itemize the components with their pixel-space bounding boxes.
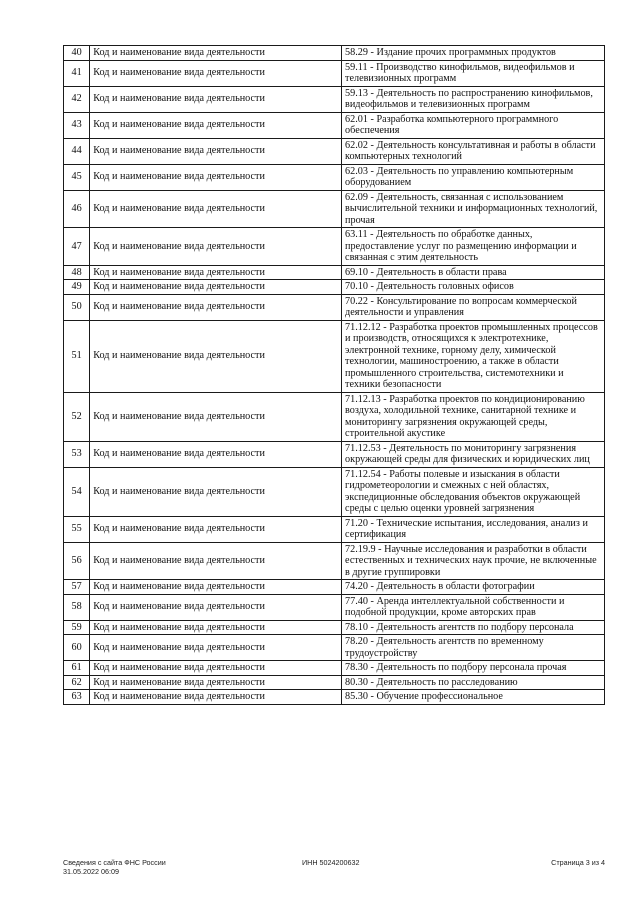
row-field-name: Код и наименование вида деятельности (90, 516, 342, 542)
table-row (64, 138, 605, 164)
activity-description: Деятельность консультативная и работы в области компьютерных технологий (345, 139, 596, 162)
row-number: 63 (64, 690, 90, 705)
row-field-name: Код и наименование вида деятельности (90, 320, 342, 392)
row-number: 61 (64, 661, 90, 676)
row-number: 46 (64, 190, 90, 228)
row-field-name: Код и наименование вида деятельности (90, 138, 342, 164)
row-field-value: 70.22 - Консультирование по вопросам коммерческой деятельности и управления (342, 294, 605, 320)
row-field-name: Код и наименование вида деятельности (90, 661, 342, 676)
row-field-name: Код и наименование вида деятельности (90, 542, 342, 580)
activity-code: 78.10 (345, 621, 368, 633)
row-number: 54 (64, 467, 90, 516)
row-field-value: 63.11 - Деятельность по обработке данных, предоставление услуг по размещению информации и связанная с этим деятельность (342, 228, 605, 266)
table-row (64, 675, 605, 690)
activity-code: 78.20 (345, 636, 368, 647)
activity-description: Разработка проектов промышленных процессов и производств, относящихся к электротехнике, электронной технике, горному делу, химической технологии, машиностроению, а также в области промышленного строительства, системотехники и техники безопасности (345, 321, 598, 390)
table-row (64, 60, 605, 86)
row-field-value: 71.12.12 - Разработка проектов промышленных процессов и производств, относящихся к электротехнике, электронной технике, горному делу, химической технологии, машиностроению, а также в области промышленного строительства, системотехники и техники безопасности (342, 320, 605, 392)
table-row (64, 320, 605, 392)
activity-code: 77.40 (345, 595, 368, 607)
table-row (64, 265, 605, 280)
row-field-value: 62.01 - Разработка компьютерного программного обеспечения (342, 112, 605, 138)
row-field-name: Код и наименование вида деятельности (90, 294, 342, 320)
activity-code: 59.11 (345, 61, 368, 73)
table-row (64, 46, 605, 61)
activity-code: 74.20 (345, 581, 368, 592)
row-field-value: 71.12.54 - Работы полевые и изыскания в области гидрометеорологии и смежных с ней областях, экспедиционные обследования объектов окружающей среды с целью оценки уровней загрязнения (342, 467, 605, 516)
table-row (64, 690, 605, 705)
footer-source-name: Сведения с сайта ФНС России (63, 858, 166, 867)
row-field-value: 62.02 - Деятельность консультативная и работы в области компьютерных технологий (342, 138, 605, 164)
table-row (64, 294, 605, 320)
row-field-value: 69.10 - Деятельность в области права (342, 265, 605, 280)
row-field-value: 59.11 - Производство кинофильмов, видеофильмов и телевизионных программ (342, 60, 605, 86)
row-field-value: 59.13 - Деятельность по распространению кинофильмов, видеофильмов и телевизионных программ (342, 86, 605, 112)
row-field-name: Код и наименование вида деятельности (90, 580, 342, 595)
activity-code: 72.19.9 (345, 543, 376, 555)
footer-inn: ИНН 5024200632 (302, 858, 360, 867)
row-field-name: Код и наименование вида деятельности (90, 60, 342, 86)
footer-timestamp: 31.05.2022 06:09 (63, 867, 119, 876)
row-field-name: Код и наименование вида деятельности (90, 635, 342, 661)
activity-code: 85.30 (345, 691, 368, 702)
activity-description: Разработка проектов по кондиционированию воздуха, холодильной технике, санитарной технике и мониторингу загрязнения окружающей среды, строительной акустике (345, 393, 585, 439)
table-row (64, 661, 605, 676)
row-number: 59 (64, 620, 90, 635)
row-number: 41 (64, 60, 90, 86)
table-row (64, 190, 605, 228)
activity-description: Деятельность агентств по подбору персонала (376, 621, 574, 633)
activity-description: Деятельность в области права (376, 266, 507, 278)
row-field-name: Код и наименование вида деятельности (90, 675, 342, 690)
activities-table (63, 45, 605, 705)
table-row (64, 86, 605, 112)
row-number: 52 (64, 392, 90, 441)
activity-description: Деятельность по управлению компьютерным оборудованием (345, 165, 574, 188)
row-field-name: Код и наименование вида деятельности (90, 190, 342, 228)
activity-code: 59.13 (345, 87, 368, 99)
row-field-value: 71.12.53 - Деятельность по мониторингу загрязнения окружающей среды для физических и юридических лиц (342, 441, 605, 467)
activity-description: Консультирование по вопросам коммерческой деятельности и управления (345, 295, 577, 318)
activity-code: 71.12.13 (345, 393, 381, 405)
activity-description: Издание прочих программных продуктов (376, 47, 556, 58)
row-field-name: Код и наименование вида деятельности (90, 164, 342, 190)
row-number: 62 (64, 675, 90, 690)
activity-description: Обучение профессиональное (376, 691, 503, 702)
table-row (64, 228, 605, 266)
table-row (64, 441, 605, 467)
table-row (64, 392, 605, 441)
table-row (64, 280, 605, 295)
row-number: 45 (64, 164, 90, 190)
activity-description: Деятельность агентств по временному трудоустройству (345, 636, 544, 659)
row-field-value: 62.09 - Деятельность, связанная с использованием вычислительной техники и информационных технологий, прочая (342, 190, 605, 228)
row-number: 40 (64, 46, 90, 61)
table-row (64, 164, 605, 190)
row-field-name: Код и наименование вида деятельности (90, 594, 342, 620)
activity-code: 71.12.53 (345, 442, 381, 454)
activity-description: Производство кинофильмов, видеофильмов и телевизионных программ (345, 61, 575, 84)
activity-code: 80.30 (345, 676, 368, 688)
row-field-value: 80.30 - Деятельность по расследованию (342, 675, 605, 690)
activity-code: 71.20 (345, 517, 368, 529)
row-number: 57 (64, 580, 90, 595)
row-field-value: 72.19.9 - Научные исследования и разработки в области естественных и технических наук прочие, не включенные в другие группировки (342, 542, 605, 580)
activities-table-body (64, 46, 605, 705)
row-field-name: Код и наименование вида деятельности (90, 228, 342, 266)
row-number: 44 (64, 138, 90, 164)
table-row (64, 620, 605, 635)
row-field-value: 85.30 - Обучение профессиональное (342, 690, 605, 705)
row-field-name: Код и наименование вида деятельности (90, 392, 342, 441)
row-field-value: 70.10 - Деятельность головных офисов (342, 280, 605, 295)
activity-code: 70.10 (345, 281, 368, 292)
row-field-name: Код и наименование вида деятельности (90, 467, 342, 516)
row-number: 43 (64, 112, 90, 138)
row-field-value: 71.20 - Технические испытания, исследования, анализ и сертификация (342, 516, 605, 542)
table-row (64, 635, 605, 661)
table-row (64, 542, 605, 580)
activity-description: Аренда интеллектуальной собственности и подобной продукции, кроме авторских прав (345, 595, 565, 618)
row-field-value: 78.30 - Деятельность по подбору персонала прочая (342, 661, 605, 676)
activity-code: 69.10 (345, 266, 368, 278)
row-field-value: 58.29 - Издание прочих программных продуктов (342, 46, 605, 61)
table-row (64, 594, 605, 620)
footer-source (63, 858, 166, 876)
row-number: 48 (64, 265, 90, 280)
row-number: 58 (64, 594, 90, 620)
activity-code: 62.02 (345, 139, 368, 151)
row-field-name: Код и наименование вида деятельности (90, 690, 342, 705)
row-field-value: 74.20 - Деятельность в области фотографии (342, 580, 605, 595)
table-row (64, 112, 605, 138)
row-field-name: Код и наименование вида деятельности (90, 265, 342, 280)
activity-code: 70.22 (345, 295, 368, 307)
row-field-name: Код и наименование вида деятельности (90, 86, 342, 112)
row-number: 56 (64, 542, 90, 580)
row-number: 42 (64, 86, 90, 112)
activity-description: Технические испытания, исследования, анализ и сертификация (345, 517, 588, 540)
activity-description: Деятельность, связанная с использованием вычислительной техники и информационных технологий, прочая (345, 191, 598, 226)
row-number: 50 (64, 294, 90, 320)
activity-code: 62.09 (345, 191, 368, 203)
footer-page-number: Страница 3 из 4 (551, 858, 605, 867)
row-field-name: Код и наименование вида деятельности (90, 112, 342, 138)
row-field-value: 71.12.13 - Разработка проектов по кондиционированию воздуха, холодильной технике, санитарной технике и мониторингу загрязнения окружающей среды, строительной акустике (342, 392, 605, 441)
activity-code: 58.29 (345, 47, 368, 58)
activity-description: Деятельность по расследованию (376, 676, 518, 688)
row-field-name: Код и наименование вида деятельности (90, 441, 342, 467)
row-number: 51 (64, 320, 90, 392)
table-row (64, 467, 605, 516)
row-field-value: 62.03 - Деятельность по управлению компьютерным оборудованием (342, 164, 605, 190)
row-number: 47 (64, 228, 90, 266)
activity-description: Деятельность по подбору персонала прочая (376, 662, 567, 673)
activity-code: 63.11 (345, 229, 368, 240)
activity-description: Деятельность по распространению кинофильмов, видеофильмов и телевизионных программ (345, 87, 593, 110)
row-number: 53 (64, 441, 90, 467)
row-field-value: 78.10 - Деятельность агентств по подбору персонала (342, 620, 605, 635)
activity-description: Деятельность по мониторингу загрязнения окружающей среды для физических и юридических лиц (345, 442, 590, 465)
row-field-name: Код и наименование вида деятельности (90, 280, 342, 295)
activity-description: Деятельность головных офисов (376, 281, 514, 292)
activity-description: Научные исследования и разработки в области естественных и технических наук прочие, не включенные в другие группировки (345, 543, 597, 578)
table-row (64, 516, 605, 542)
row-number: 49 (64, 280, 90, 295)
activity-description: Деятельность в области фотографии (376, 581, 535, 592)
activity-description: Деятельность по обработке данных, предоставление услуг по размещению информации и связанная с этим деятельность (345, 229, 577, 263)
activity-code: 71.12.12 (345, 321, 381, 333)
row-field-name: Код и наименование вида деятельности (90, 46, 342, 61)
activity-code: 78.30 (345, 662, 368, 673)
activity-code: 62.01 (345, 113, 368, 125)
activity-code: 62.03 (345, 165, 368, 177)
activity-code: 71.12.54 (345, 468, 381, 480)
activity-description: Работы полевые и изыскания в области гидрометеорологии и смежных с ней областях, экспедиционные обследования объектов окружающей среды с целью оценки уровней загрязнения (345, 468, 581, 514)
row-number: 60 (64, 635, 90, 661)
row-field-value: 78.20 - Деятельность агентств по временному трудоустройству (342, 635, 605, 661)
table-row (64, 580, 605, 595)
row-field-value: 77.40 - Аренда интеллектуальной собственности и подобной продукции, кроме авторских прав (342, 594, 605, 620)
activity-description: Разработка компьютерного программного обеспечения (345, 113, 559, 136)
row-field-name: Код и наименование вида деятельности (90, 620, 342, 635)
row-number: 55 (64, 516, 90, 542)
